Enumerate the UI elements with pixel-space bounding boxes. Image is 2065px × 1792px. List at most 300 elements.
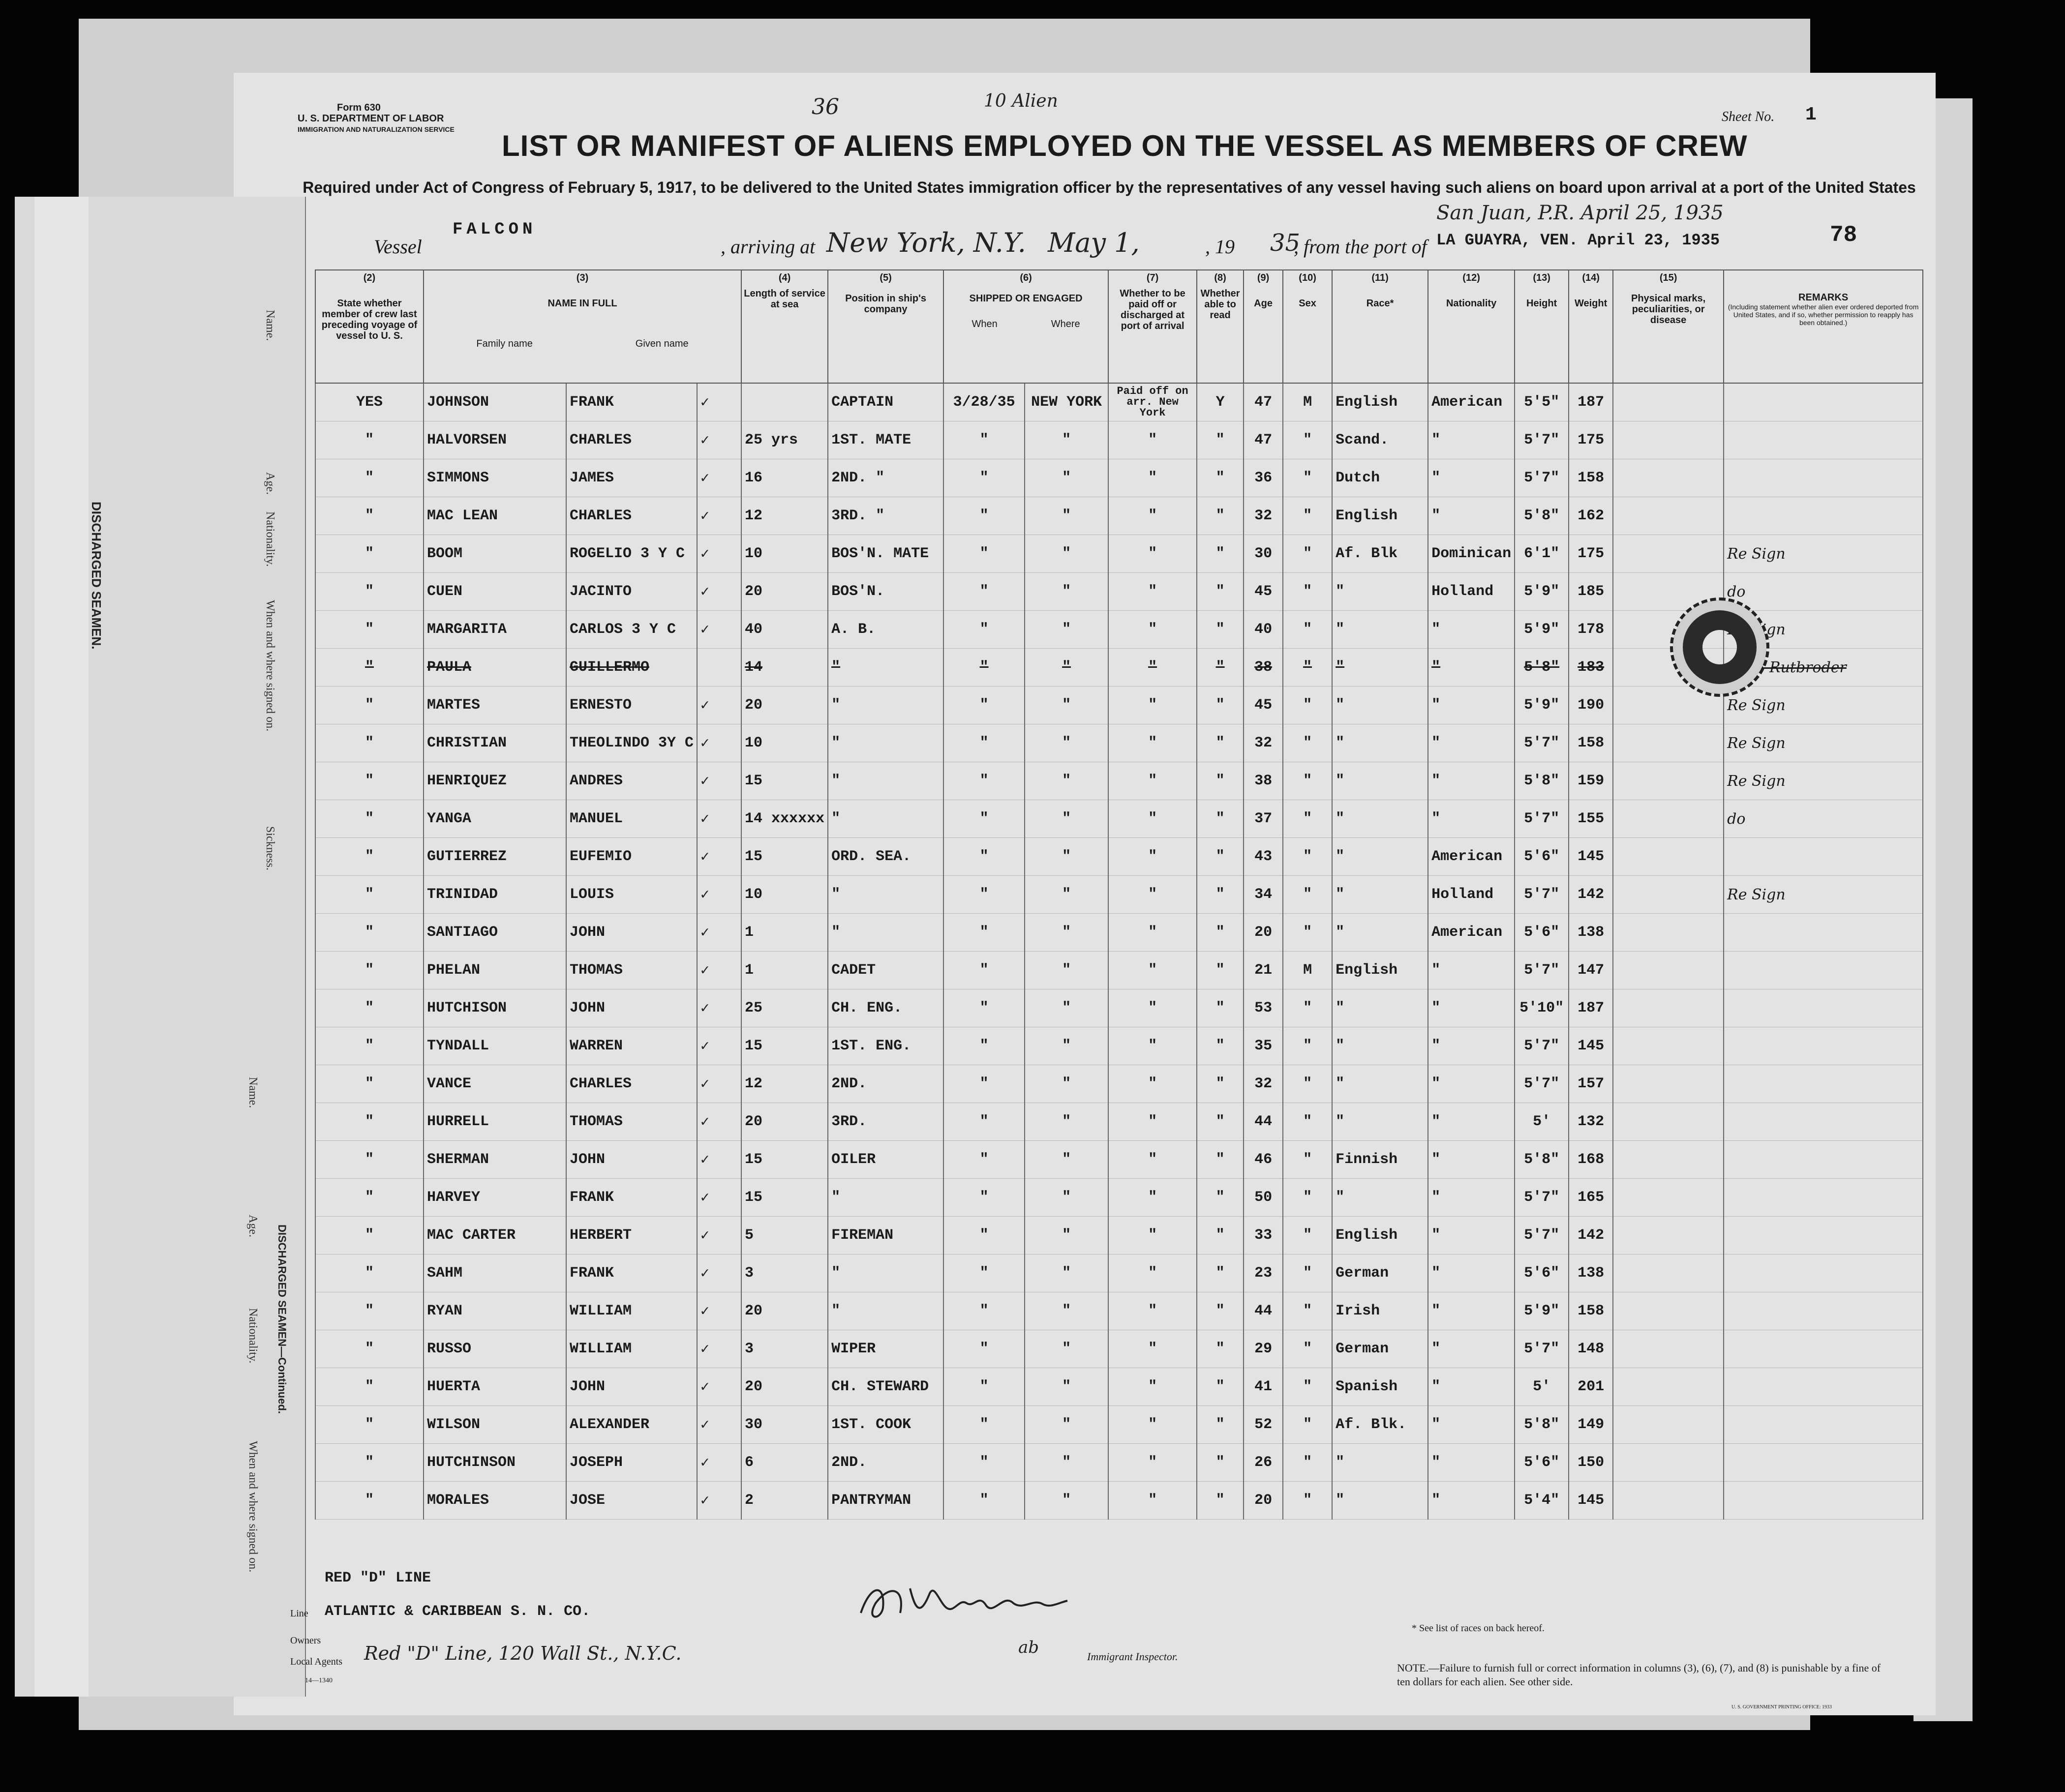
cell-when: " [943, 876, 1025, 914]
cell-weight: 187 [1569, 383, 1613, 421]
cell-paid: " [1108, 1292, 1197, 1330]
cell-where: " [1025, 459, 1108, 497]
cell-paid: " [1108, 535, 1197, 573]
cell-race: " [1332, 914, 1428, 952]
cell-paid: " [1108, 1406, 1197, 1444]
cell-age: 20 [1244, 914, 1283, 952]
cell-prev: " [315, 421, 424, 459]
cell-read: " [1197, 876, 1244, 914]
cell-marks [1613, 724, 1724, 762]
cell-race: " [1332, 724, 1428, 762]
cell-weight: 145 [1569, 1027, 1613, 1065]
cell-service: 10 [741, 535, 828, 573]
cell-prev: " [315, 1103, 424, 1141]
cell-position: 2ND. [828, 1444, 943, 1482]
cell-where: " [1025, 1406, 1108, 1444]
cell-family: GUTIERREZ [424, 838, 566, 876]
cell-service: 12 [741, 497, 828, 535]
cell-given: CHARLES [566, 421, 697, 459]
cell-nationality: " [1428, 611, 1515, 649]
cell-read: " [1197, 952, 1244, 989]
table-row [315, 459, 1923, 497]
cell-marks [1613, 383, 1724, 421]
cell-service: 20 [741, 1292, 828, 1330]
cell-given: LOUIS [566, 876, 697, 914]
cell-weight: 158 [1569, 459, 1613, 497]
cell-read: " [1197, 838, 1244, 876]
cell-sex: " [1283, 1065, 1332, 1103]
cell-where: " [1025, 1141, 1108, 1179]
cell-age: 38 [1244, 649, 1283, 687]
cell-prev: " [315, 1027, 424, 1065]
from-port: LA GUAYRA, VEN. April 23, 1935 [1436, 231, 1720, 249]
cell-where: " [1025, 800, 1108, 838]
cell-family: HUTCHISON [424, 989, 566, 1027]
cell-paid: " [1108, 1027, 1197, 1065]
crew-manifest-table [315, 269, 1923, 1520]
cell-height: 5'8" [1515, 497, 1569, 535]
cell-check [697, 649, 741, 687]
cell-marks [1613, 1406, 1724, 1444]
cell-prev: " [315, 762, 424, 800]
cell-age: 45 [1244, 687, 1283, 724]
cell-nationality: " [1428, 497, 1515, 535]
from-port-label: , from the port of [1294, 236, 1427, 258]
cell-sex: " [1283, 1368, 1332, 1406]
cell-age: 37 [1244, 800, 1283, 838]
slip-col-sickness: Sickness. [264, 826, 276, 870]
cell-when: " [943, 1330, 1025, 1368]
cell-family: MARTES [424, 687, 566, 724]
cell-height: 5'7" [1515, 952, 1569, 989]
cell-race: English [1332, 1217, 1428, 1254]
cell-remarks [1724, 914, 1923, 952]
cell-position: 1ST. MATE [828, 421, 943, 459]
cell-height: 5'9" [1515, 687, 1569, 724]
cell-prev: " [315, 876, 424, 914]
cell-paid: " [1108, 1444, 1197, 1482]
table-row [315, 1368, 1923, 1406]
cell-prev: " [315, 611, 424, 649]
cell-height: 5'7" [1515, 800, 1569, 838]
cell-nationality: " [1428, 1444, 1515, 1482]
cell-prev: " [315, 1217, 424, 1254]
cell-sex: " [1283, 421, 1332, 459]
cell-check: ✓ [697, 573, 741, 611]
cell-marks [1613, 497, 1724, 535]
cell-check: ✓ [697, 1141, 741, 1179]
cell-nationality: " [1428, 1179, 1515, 1217]
cell-age: 29 [1244, 1330, 1283, 1368]
cell-height: 5'8" [1515, 762, 1569, 800]
slip-col-signed-on: When and where signed on. [264, 600, 276, 732]
header-position: (5) Position in ship's company [828, 270, 943, 383]
table-row [315, 1482, 1923, 1520]
cell-family: MARGARITA [424, 611, 566, 649]
cell-sex: " [1283, 800, 1332, 838]
cell-where: " [1025, 876, 1108, 914]
cell-where: " [1025, 1103, 1108, 1141]
cell-paid: " [1108, 649, 1197, 687]
cell-weight: 142 [1569, 1217, 1613, 1254]
cell-race: " [1332, 687, 1428, 724]
form-number: Form 630 [337, 102, 381, 113]
cell-age: 20 [1244, 1482, 1283, 1520]
cell-where: " [1025, 1368, 1108, 1406]
cell-family: JOHNSON [424, 383, 566, 421]
cell-age: 34 [1244, 876, 1283, 914]
cell-where: " [1025, 535, 1108, 573]
cell-remarks: Re Sign [1724, 535, 1923, 573]
cell-check: ✓ [697, 876, 741, 914]
inspector-label: Immigrant Inspector. [1087, 1650, 1178, 1663]
cell-nationality: " [1428, 1254, 1515, 1292]
cell-race: German [1332, 1330, 1428, 1368]
cell-prev: " [315, 1330, 424, 1368]
cell-weight: 132 [1569, 1103, 1613, 1141]
cell-age: 38 [1244, 762, 1283, 800]
cell-check: ✓ [697, 952, 741, 989]
cell-check: ✓ [697, 800, 741, 838]
cell-marks [1613, 421, 1724, 459]
cell-when: 3/28/35 [943, 383, 1025, 421]
cell-sex: " [1283, 573, 1332, 611]
cell-given: CARLOS 3 Y C [566, 611, 697, 649]
races-note: * See list of races on back hereof. [1412, 1623, 1545, 1634]
cell-nationality: " [1428, 687, 1515, 724]
owners-label: Owners [290, 1635, 321, 1646]
cell-when: " [943, 1254, 1025, 1292]
cell-service: 15 [741, 1141, 828, 1179]
cell-position: " [828, 687, 943, 724]
cell-prev: " [315, 1368, 424, 1406]
cell-paid: " [1108, 421, 1197, 459]
cell-weight: 187 [1569, 989, 1613, 1027]
cell-age: 44 [1244, 1103, 1283, 1141]
cell-marks [1613, 1330, 1724, 1368]
cell-read: " [1197, 687, 1244, 724]
cell-sex: " [1283, 1482, 1332, 1520]
cell-height: 5'10" [1515, 989, 1569, 1027]
cell-where: " [1025, 1482, 1108, 1520]
cell-nationality: American [1428, 838, 1515, 876]
sheet-label: Sheet No. [1722, 109, 1775, 124]
cell-service: 15 [741, 762, 828, 800]
cell-sex: " [1283, 1027, 1332, 1065]
cell-weight: 175 [1569, 421, 1613, 459]
cell-prev: " [315, 952, 424, 989]
cell-nationality: American [1428, 383, 1515, 421]
cell-remarks [1724, 1406, 1923, 1444]
form-header-block [298, 102, 455, 135]
cell-sex: " [1283, 1103, 1332, 1141]
cell-weight: 168 [1569, 1141, 1613, 1179]
header-given-name: Given name [635, 338, 689, 349]
cell-race: " [1332, 838, 1428, 876]
cell-read: " [1197, 1103, 1244, 1141]
cell-position: CADET [828, 952, 943, 989]
cell-race: " [1332, 649, 1428, 687]
table-row [315, 989, 1923, 1027]
cell-given: WARREN [566, 1027, 697, 1065]
cell-position: BOS'N. [828, 573, 943, 611]
cell-given: ANDRES [566, 762, 697, 800]
cell-check: ✓ [697, 1179, 741, 1217]
cell-when: " [943, 914, 1025, 952]
line-name: RED "D" LINE [325, 1570, 431, 1586]
cell-paid: " [1108, 1065, 1197, 1103]
cell-prev: " [315, 800, 424, 838]
cell-read: " [1197, 611, 1244, 649]
cell-prev: " [315, 459, 424, 497]
cell-height: 5'6" [1515, 1254, 1569, 1292]
discharged-seamen-slip [15, 197, 306, 1697]
cell-given: EUFEMIO [566, 838, 697, 876]
cell-check: ✓ [697, 1330, 741, 1368]
cell-read: " [1197, 1292, 1244, 1330]
cell-position: " [828, 800, 943, 838]
cell-given: THOMAS [566, 952, 697, 989]
cell-sex: " [1283, 724, 1332, 762]
cell-service: 20 [741, 573, 828, 611]
cell-when: " [943, 649, 1025, 687]
cell-where: " [1025, 497, 1108, 535]
cell-sex: " [1283, 1444, 1332, 1482]
cell-position: OILER [828, 1141, 943, 1179]
cell-remarks [1724, 459, 1923, 497]
cell-remarks: Re Sign [1724, 611, 1923, 649]
cell-where: " [1025, 421, 1108, 459]
cell-family: HUTCHINSON [424, 1444, 566, 1482]
cell-race: " [1332, 1482, 1428, 1520]
cell-paid: " [1108, 687, 1197, 724]
cell-position: 2ND. [828, 1065, 943, 1103]
slip-col-age-2: Age. [246, 1215, 259, 1237]
cell-position: FIREMAN [828, 1217, 943, 1254]
cell-nationality: " [1428, 800, 1515, 838]
cell-marks [1613, 1065, 1724, 1103]
cell-check: ✓ [697, 1406, 741, 1444]
cell-service [741, 383, 828, 421]
cell-age: 44 [1244, 1292, 1283, 1330]
cell-service: 25 yrs [741, 421, 828, 459]
cell-check: ✓ [697, 421, 741, 459]
table-row [315, 1217, 1923, 1254]
cell-check: ✓ [697, 989, 741, 1027]
cell-nationality: " [1428, 989, 1515, 1027]
cell-paid: Paid off on arr. New York [1108, 383, 1197, 421]
cell-remarks: do [1724, 800, 1923, 838]
cell-read: " [1197, 1330, 1244, 1368]
cell-service: 20 [741, 687, 828, 724]
cell-remarks [1724, 1141, 1923, 1179]
cell-sex: " [1283, 611, 1332, 649]
table-row [315, 914, 1923, 952]
cell-weight: 142 [1569, 876, 1613, 914]
cell-sex: M [1283, 383, 1332, 421]
cell-height: 5'7" [1515, 459, 1569, 497]
cell-given: FRANK [566, 383, 697, 421]
header-age: (9) Age [1244, 270, 1283, 383]
cell-position: " [828, 724, 943, 762]
cell-where: " [1025, 649, 1108, 687]
cell-prev: " [315, 573, 424, 611]
cell-nationality: " [1428, 1141, 1515, 1179]
cell-service: 10 [741, 724, 828, 762]
cell-when: " [943, 989, 1025, 1027]
cell-prev: " [315, 1065, 424, 1103]
cell-sex: " [1283, 989, 1332, 1027]
table-row [315, 383, 1923, 421]
cell-where: " [1025, 1444, 1108, 1482]
cell-race: English [1332, 383, 1428, 421]
cell-position: " [828, 914, 943, 952]
cell-race: Af. Blk. [1332, 1406, 1428, 1444]
cell-weight: 201 [1569, 1368, 1613, 1406]
cell-check: ✓ [697, 687, 741, 724]
owners: ATLANTIC & CARIBBEAN S. N. CO. [325, 1603, 591, 1620]
cell-service: 10 [741, 876, 828, 914]
cell-marks [1613, 1103, 1724, 1141]
cell-weight: 149 [1569, 1406, 1613, 1444]
slip-col-name-2: Name. [246, 1077, 259, 1108]
cell-when: " [943, 838, 1025, 876]
cell-remarks: do [1724, 573, 1923, 611]
cell-family: CUEN [424, 573, 566, 611]
manifest-title: LIST OR MANIFEST OF ALIENS EMPLOYED ON THE VESSEL AS MEMBERS OF CREW [502, 129, 1748, 162]
cell-service: 40 [741, 611, 828, 649]
cell-service: 1 [741, 952, 828, 989]
cell-check: ✓ [697, 1292, 741, 1330]
cell-prev: " [315, 1254, 424, 1292]
cell-read: " [1197, 497, 1244, 535]
inspector-initials: ab [1018, 1638, 1039, 1657]
slip-col-signed-on-2: When and where signed on. [246, 1441, 259, 1573]
cell-remarks: Re Sign [1724, 762, 1923, 800]
cell-where: " [1025, 1027, 1108, 1065]
cell-nationality: " [1428, 1292, 1515, 1330]
cell-nationality: " [1428, 649, 1515, 687]
cell-marks [1613, 459, 1724, 497]
via-port: San Juan, P.R. April 25, 1935 [1436, 202, 1724, 224]
cell-height: 5'9" [1515, 573, 1569, 611]
arrival-date: May 1, [1048, 227, 1140, 258]
cell-paid: " [1108, 1254, 1197, 1292]
slip-col-age: Age. [264, 472, 276, 495]
cell-weight: 178 [1569, 611, 1613, 649]
cell-race: " [1332, 989, 1428, 1027]
table-row [315, 687, 1923, 724]
table-row [315, 1254, 1923, 1292]
cell-position: " [828, 1179, 943, 1217]
cell-where: " [1025, 989, 1108, 1027]
cell-sex: " [1283, 687, 1332, 724]
cell-given: JOHN [566, 989, 697, 1027]
header-family-name: Family name [476, 338, 533, 349]
table-row [315, 724, 1923, 762]
cell-prev: " [315, 1406, 424, 1444]
cell-nationality: " [1428, 1406, 1515, 1444]
cell-given: THOMAS [566, 1103, 697, 1141]
cell-service: 5 [741, 1217, 828, 1254]
cell-read: " [1197, 649, 1244, 687]
cell-service: 20 [741, 1368, 828, 1406]
cell-when: " [943, 497, 1025, 535]
cell-prev: " [315, 724, 424, 762]
cell-race: Spanish [1332, 1368, 1428, 1406]
cell-when: " [943, 1444, 1025, 1482]
local-agents: Red "D" Line, 120 Wall St., N.Y.C. [364, 1643, 682, 1664]
cell-family: SHERMAN [424, 1141, 566, 1179]
table-row [315, 762, 1923, 800]
cell-family: RUSSO [424, 1330, 566, 1368]
cell-height: 5' [1515, 1103, 1569, 1141]
cell-given: ERNESTO [566, 687, 697, 724]
cell-check: ✓ [697, 1254, 741, 1292]
header-able-to-read: (8) Whether able to read [1197, 270, 1244, 383]
vessel-name: FALCON [453, 220, 537, 239]
cell-marks [1613, 762, 1724, 800]
cell-race: " [1332, 573, 1428, 611]
cell-nationality: " [1428, 1482, 1515, 1520]
cell-marks [1613, 1254, 1724, 1292]
cell-weight: 158 [1569, 1292, 1613, 1330]
cell-height: 5'7" [1515, 1217, 1569, 1254]
cell-height: 5' [1515, 1368, 1569, 1406]
cell-check: ✓ [697, 1482, 741, 1520]
cell-read: " [1197, 1179, 1244, 1217]
cell-age: 30 [1244, 535, 1283, 573]
cell-paid: " [1108, 914, 1197, 952]
cell-height: 5'8" [1515, 649, 1569, 687]
cell-paid: " [1108, 1179, 1197, 1217]
cell-weight: 175 [1569, 535, 1613, 573]
cell-service: 12 [741, 1065, 828, 1103]
cell-family: HUERTA [424, 1368, 566, 1406]
cell-paid: " [1108, 876, 1197, 914]
cell-height: 5'9" [1515, 1292, 1569, 1330]
cell-paid: " [1108, 1217, 1197, 1254]
cell-age: 47 [1244, 421, 1283, 459]
cell-read: " [1197, 800, 1244, 838]
cell-age: 32 [1244, 497, 1283, 535]
cell-marks [1613, 952, 1724, 989]
cell-where: " [1025, 1217, 1108, 1254]
cell-height: 5'7" [1515, 1027, 1569, 1065]
cell-age: 23 [1244, 1254, 1283, 1292]
cell-when: " [943, 762, 1025, 800]
cell-sex: " [1283, 876, 1332, 914]
seal-stamp [1670, 597, 1769, 697]
cell-marks [1613, 838, 1724, 876]
cell-height: 5'8" [1515, 1406, 1569, 1444]
cell-service: 2 [741, 1482, 828, 1520]
cell-age: 41 [1244, 1368, 1283, 1406]
line-label: Line [290, 1608, 308, 1619]
cell-remarks [1724, 1027, 1923, 1065]
table-row [315, 1141, 1923, 1179]
cell-where: NEW YORK [1025, 383, 1108, 421]
year-suffix: 35 [1270, 229, 1301, 257]
header-length-of-service: (4) Length of service at sea [741, 270, 828, 383]
cell-nationality: " [1428, 1368, 1515, 1406]
cell-weight: 165 [1569, 1179, 1613, 1217]
cell-weight: 159 [1569, 762, 1613, 800]
cell-read: " [1197, 1065, 1244, 1103]
cell-prev: " [315, 1292, 424, 1330]
cell-remarks [1724, 1065, 1923, 1103]
cell-when: " [943, 800, 1025, 838]
